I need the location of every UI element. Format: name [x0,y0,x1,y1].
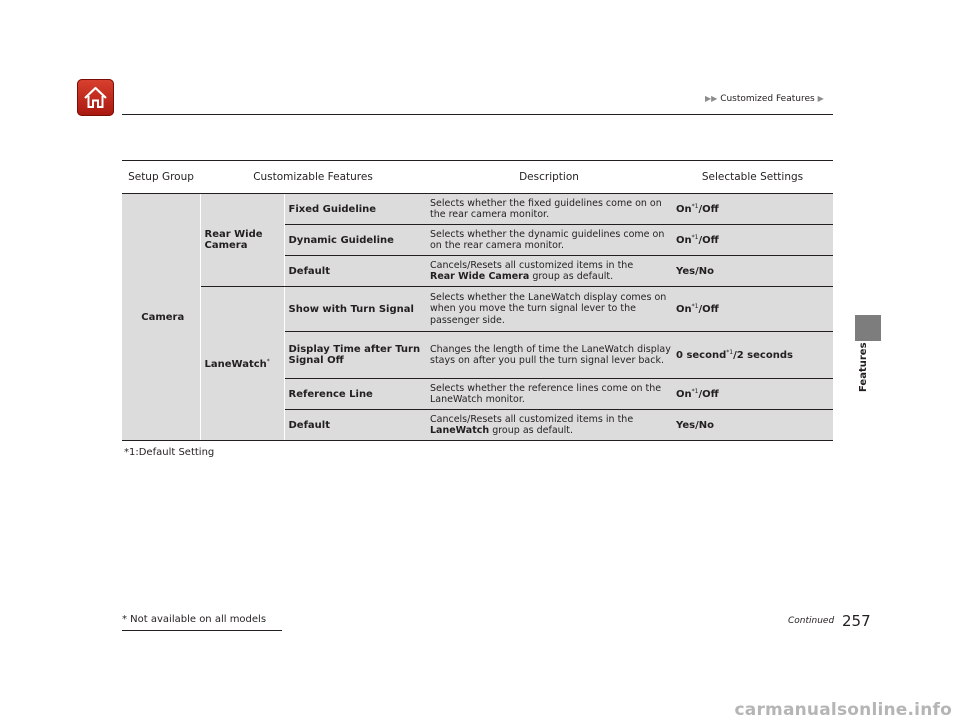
selectable-settings: On$^{*1}$/Off [672,379,833,410]
setup-group-cell: Camera [122,194,200,441]
breadcrumb-arrow-icon: ▶▶ [705,94,718,103]
column-header: Description [426,161,672,194]
feature-name: Dynamic Guideline [284,225,426,256]
group-name-cell: Rear Wide Camera [200,194,284,287]
group-name-cell: LaneWatch* [200,287,284,441]
feature-description: Cancels/Resets all customized items in the LaneWatch group as default. [426,410,672,441]
feature-name: Fixed Guideline [284,194,426,225]
column-header: Setup Group [122,161,200,194]
feature-name: Default [284,410,426,441]
selectable-settings: Yes/No [672,256,833,287]
customized-features-table [122,160,833,441]
feature-description: Cancels/Resets all customized items in the Rear Wide Camera group as default. [426,256,672,287]
feature-description: Selects whether the fixed guidelines come on on the rear camera monitor. [426,194,672,225]
selectable-settings: Yes/No [672,410,833,441]
selectable-settings: On$^{*1}$/Off [672,225,833,256]
feature-name: Show with Turn Signal [284,287,426,332]
default-setting-footnote: *1:Default Setting [124,447,215,458]
breadcrumb[interactable] [705,94,824,104]
availability-note: * Not available on all models [122,614,267,625]
table-row [122,194,833,225]
page-number: 257 [842,612,871,630]
table-row [122,287,833,332]
selectable-settings: 0 second$^{*1}$/2 seconds [672,332,833,379]
feature-description: Selects whether the reference lines come on the LaneWatch monitor. [426,379,672,410]
watermark: carmanualsonline.info [734,700,952,720]
section-tab-label: Features [858,342,869,392]
selectable-settings: On$^{*1}$/Off [672,194,833,225]
feature-name: Display Time after Turn Signal Off [284,332,426,379]
feature-name: Reference Line [284,379,426,410]
table-header-row [122,161,833,194]
section-tab-marker[interactable] [855,315,881,341]
home-icon [83,85,108,110]
home-button[interactable] [77,79,114,116]
feature-description: Selects whether the dynamic guidelines come on on the rear camera monitor. [426,225,672,256]
continued-label: Continued [788,616,835,626]
feature-description: Selects whether the LaneWatch display comes on when you move the turn signal lever to the passenger side. [426,287,672,332]
column-header: Selectable Settings [672,161,833,194]
header-rule [122,114,833,115]
breadcrumb-arrow-icon: ▶ [817,94,824,103]
selectable-settings: On$^{*1}$/Off [672,287,833,332]
feature-name: Default [284,256,426,287]
footer-rule [122,630,282,631]
column-header: Customizable Features [200,161,426,194]
feature-description: Changes the length of time the LaneWatch display stays on after you pull the turn signal lever back. [426,332,672,379]
breadcrumb-label: Customized Features [720,94,815,104]
